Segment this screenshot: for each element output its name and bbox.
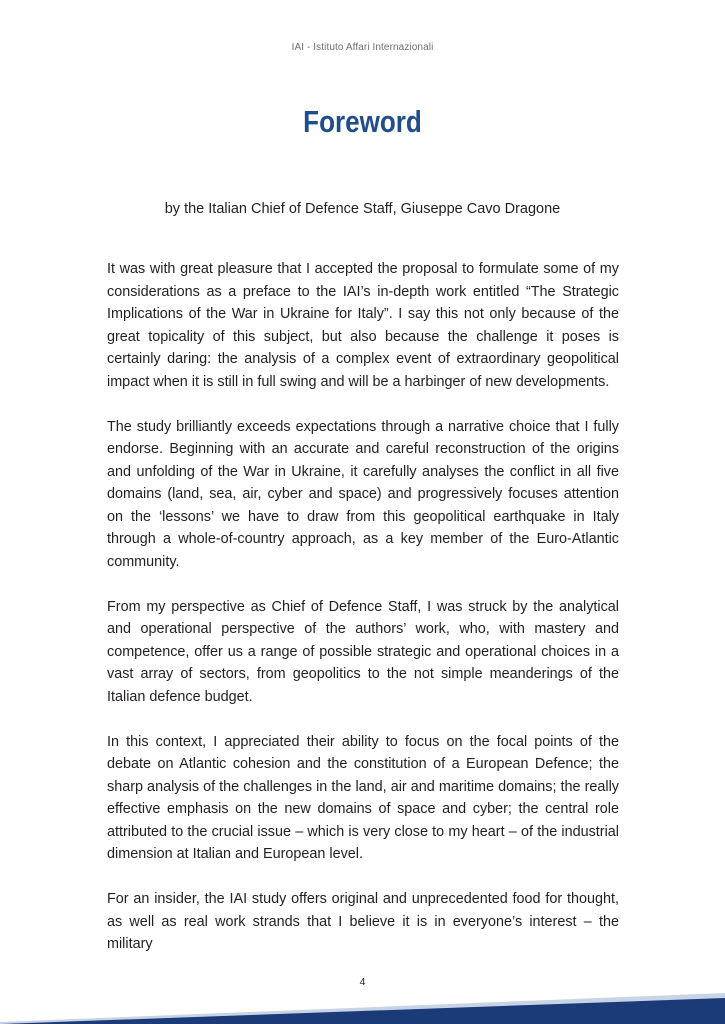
byline: by the Italian Chief of Defence Staff, Giuseppe Cavo Dragone xyxy=(164,201,561,217)
body-text xyxy=(107,258,619,978)
paragraph: From my perspective as Chief of Defence Staff, I was struck by the analytical and operational perspective of the authors’ work, who, with mastery and competence, offer us a range of possible strategic and operational choices in a vast array of sectors, from geopolitics to the not simple meanderings of the Italian defence budget. xyxy=(107,598,619,705)
page-number: 4 xyxy=(359,976,366,988)
paragraph: For an insider, the IAI study offers original and unprecedented food for thought, as well as real work strands that I believe it is in everyone’s interest – the military xyxy=(107,891,619,952)
paragraph: The study brilliantly exceeds expectations through a narrative choice that I fully endorse. Beginning with an accurate and careful reconstruction of the origins and unfolding of the War in Ukraine, it carefully analyses the conflict in all five domains (land, sea, air, cyber and space) and progressively focuses attention on the ‘lessons’ we have to draw from this geopolitical earthquake in Italy through a whole-of-country approach, as a key member of the Euro-Atlantic community. xyxy=(107,418,619,570)
footer-decoration xyxy=(0,988,725,1024)
running-header: IAI - Istituto Affari Internazionali xyxy=(291,42,434,53)
paragraph: In this context, I appreciated their ability to focus on the focal points of the debate on Atlantic cohesion and the constitution of a European Defence; the sharp analysis of the challenges in the land, air and maritime domains; the really effective emphasis on the new domains of space and cyber; the central role attributed to the crucial issue – which is very close to my heart – of the industrial dimension at Italian and European level. xyxy=(107,733,619,862)
page-title: Foreword xyxy=(303,104,422,139)
paragraph: It was with great pleasure that I accepted the proposal to formulate some of my considerations as a preface to the IAI’s in-depth work entitled “The Strategic Implications of the War in Ukraine for Italy”. I say this not only because of the great topicality of this subject, but also because the challenge it poses is certainly daring: the analysis of a complex event of extraordinary geopolitical impact when it is still in full swing and will be a harbinger of new developments. xyxy=(107,261,619,390)
